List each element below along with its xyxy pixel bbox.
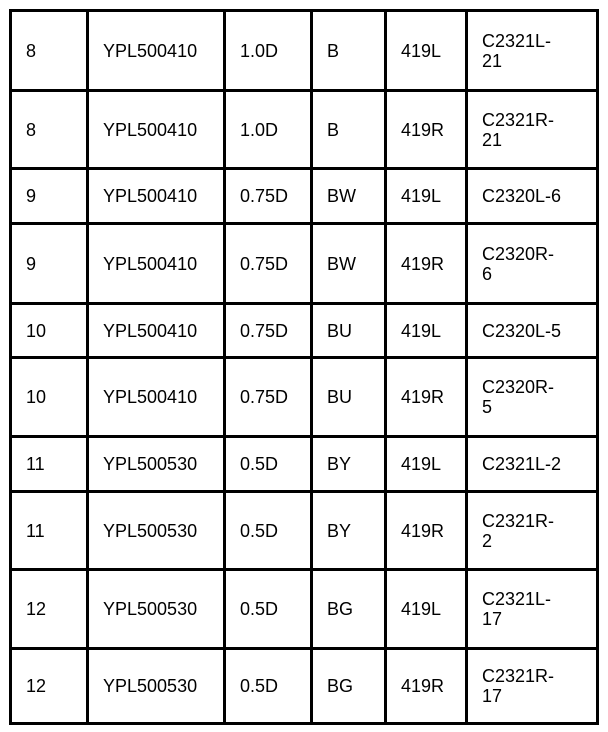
cell-line: C2321L- bbox=[482, 589, 552, 609]
table-cell: 419L bbox=[386, 11, 467, 91]
table-cell bbox=[467, 492, 598, 570]
cell-line: 6 bbox=[482, 263, 493, 284]
table-cell: YPL500410 bbox=[88, 304, 225, 358]
cell-line: 21 bbox=[482, 129, 503, 150]
table-cell: 1.0D bbox=[225, 11, 312, 91]
table-cell: 10 bbox=[11, 358, 88, 437]
table-cell: 10 bbox=[11, 304, 88, 358]
table-row bbox=[11, 492, 598, 570]
table-cell bbox=[467, 224, 598, 304]
table-cell: YPL500410 bbox=[88, 358, 225, 437]
table-cell: 0.75D bbox=[225, 304, 312, 358]
table-cell bbox=[467, 169, 598, 224]
table-row bbox=[11, 437, 598, 492]
table-cell: YPL500410 bbox=[88, 224, 225, 304]
table-cell bbox=[467, 304, 598, 358]
table-cell: BU bbox=[312, 358, 386, 437]
table-cell: BW bbox=[312, 169, 386, 224]
table-cell bbox=[467, 11, 598, 91]
table-cell: YPL500530 bbox=[88, 492, 225, 570]
table-cell: 11 bbox=[11, 437, 88, 492]
table-row bbox=[11, 358, 598, 437]
cell-line: C2321R- bbox=[482, 666, 555, 686]
cell-line: 21 bbox=[482, 50, 503, 71]
table-cell: 0.75D bbox=[225, 169, 312, 224]
table-cell: BW bbox=[312, 224, 386, 304]
table-cell: 419L bbox=[386, 304, 467, 358]
table-row bbox=[11, 11, 598, 91]
data-table bbox=[9, 9, 599, 725]
cell-line: C2321L- bbox=[482, 30, 552, 51]
table-cell: YPL500530 bbox=[88, 649, 225, 724]
table-cell: 9 bbox=[11, 224, 88, 304]
table-cell bbox=[467, 649, 598, 724]
table-cell: 0.5D bbox=[225, 570, 312, 649]
table-row bbox=[11, 570, 598, 649]
table-cell: B bbox=[312, 11, 386, 91]
table-cell: BY bbox=[312, 437, 386, 492]
table-cell bbox=[467, 570, 598, 649]
table-cell: 0.5D bbox=[225, 649, 312, 724]
cell-line: C2321R- bbox=[482, 109, 555, 130]
table-cell: 419L bbox=[386, 169, 467, 224]
table-cell: 0.75D bbox=[225, 224, 312, 304]
table-cell: YPL500530 bbox=[88, 437, 225, 492]
table-cell: BY bbox=[312, 492, 386, 570]
table-cell: 419R bbox=[386, 91, 467, 169]
table-cell: BU bbox=[312, 304, 386, 358]
table-cell: 12 bbox=[11, 649, 88, 724]
cell-line: 2 bbox=[482, 530, 493, 551]
table-cell: 11 bbox=[11, 492, 88, 570]
table-cell: YPL500530 bbox=[88, 570, 225, 649]
table-cell: B bbox=[312, 91, 386, 169]
table-cell: 0.5D bbox=[225, 437, 312, 492]
table-cell: 9 bbox=[11, 169, 88, 224]
cell-line: C2320R- bbox=[482, 243, 555, 264]
table-row bbox=[11, 91, 598, 169]
table-cell: 12 bbox=[11, 570, 88, 649]
table-row bbox=[11, 169, 598, 224]
table-cell: 419L bbox=[386, 570, 467, 649]
cell-line: C2321L-2 bbox=[482, 454, 562, 474]
table-cell bbox=[467, 91, 598, 169]
cell-line: C2321R- bbox=[482, 510, 555, 531]
table-cell: 419R bbox=[386, 224, 467, 304]
table-cell: 419R bbox=[386, 358, 467, 437]
table-cell bbox=[467, 358, 598, 437]
table-cell: BG bbox=[312, 649, 386, 724]
cell-line: C2320R- bbox=[482, 377, 555, 397]
table-row bbox=[11, 649, 598, 724]
table-cell: YPL500410 bbox=[88, 11, 225, 91]
cell-line: 17 bbox=[482, 609, 503, 629]
table-cell: 0.75D bbox=[225, 358, 312, 437]
cell-line: 17 bbox=[482, 686, 503, 706]
cell-line: 5 bbox=[482, 397, 493, 417]
table-row bbox=[11, 304, 598, 358]
table-cell: YPL500410 bbox=[88, 91, 225, 169]
table-cell: 0.5D bbox=[225, 492, 312, 570]
table-cell: 419R bbox=[386, 649, 467, 724]
table-cell: 1.0D bbox=[225, 91, 312, 169]
table-cell: BG bbox=[312, 570, 386, 649]
table-cell: 8 bbox=[11, 91, 88, 169]
table-row bbox=[11, 224, 598, 304]
table-cell bbox=[467, 437, 598, 492]
table-cell: YPL500410 bbox=[88, 169, 225, 224]
table-cell: 419R bbox=[386, 492, 467, 570]
cell-line: C2320L-6 bbox=[482, 186, 562, 206]
table-cell: 419L bbox=[386, 437, 467, 492]
cell-line: C2320L-5 bbox=[482, 320, 562, 341]
table-cell: 8 bbox=[11, 11, 88, 91]
